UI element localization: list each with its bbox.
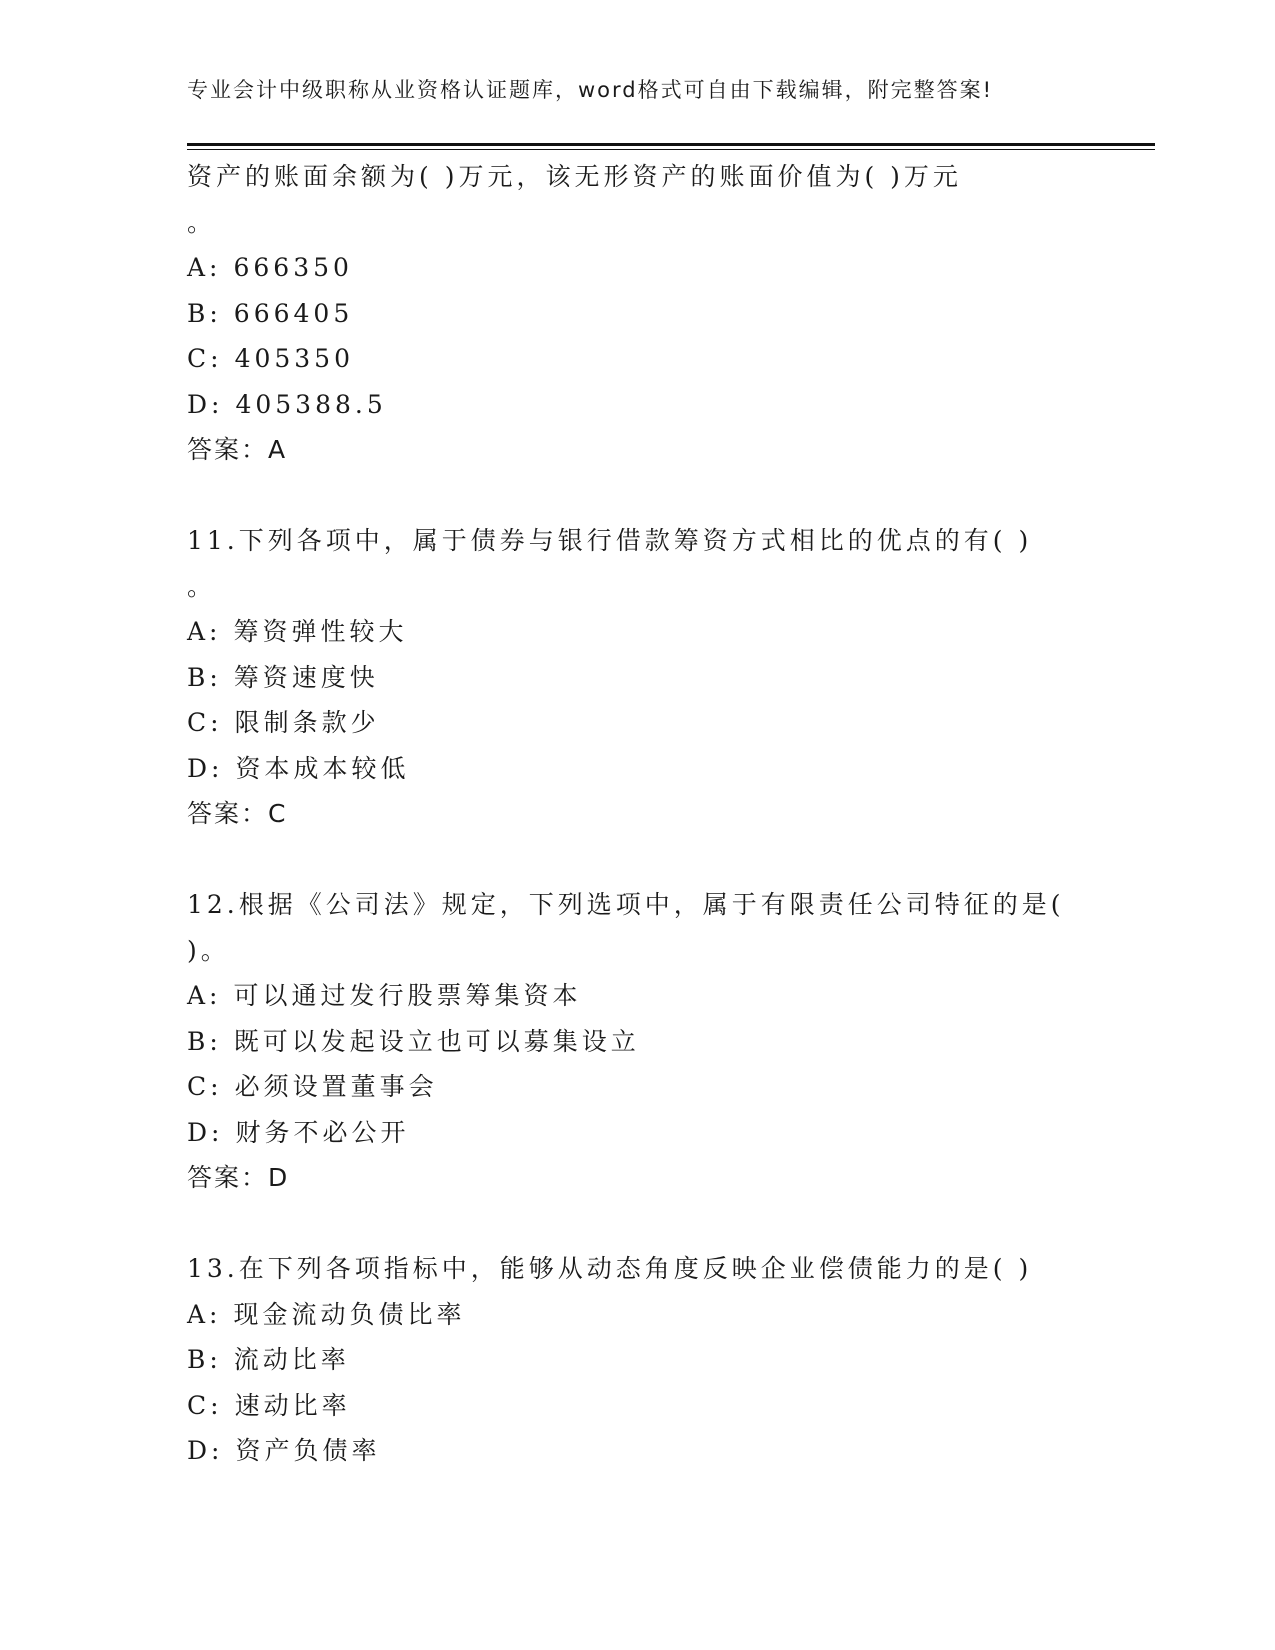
option-text: 筹资弹性较大 [233, 617, 408, 646]
option-text: 405350 [234, 344, 354, 373]
option-a [187, 973, 1155, 1019]
option-d [187, 746, 1155, 792]
option-c [187, 1064, 1155, 1110]
spacer [187, 837, 1155, 883]
option-text: 筹资速度快 [233, 662, 379, 692]
option-text: 666350 [233, 253, 353, 282]
option-text: 必须设置董事会 [234, 1072, 438, 1101]
option-text: 限制条款少 [234, 708, 380, 737]
option-key: A: [187, 1299, 222, 1329]
option-text: 财务不必公开 [235, 1117, 410, 1147]
option-c [187, 336, 1155, 382]
spacer [187, 473, 1155, 519]
option-text: 既可以发起设立也可以募集设立 [233, 1026, 640, 1056]
option-d [187, 1428, 1155, 1474]
option-c [187, 1383, 1155, 1429]
option-text: 现金流动负债比率 [233, 1299, 466, 1329]
option-text: 流动比率 [233, 1345, 350, 1374]
option-text: 速动比率 [234, 1390, 351, 1420]
option-b [187, 1337, 1155, 1383]
option-key: D: [187, 389, 224, 419]
option-key: C: [187, 708, 223, 737]
option-key: A: [187, 981, 222, 1010]
option-key: B: [187, 1345, 222, 1374]
option-key: D: [187, 1117, 224, 1147]
answer-line: 答案：C [187, 799, 288, 828]
question-13 [187, 1246, 1155, 1474]
header-rule-thin [187, 149, 1155, 150]
option-text: 资产负债率 [235, 1436, 381, 1465]
spacer [187, 1201, 1155, 1247]
option-key: B: [187, 1026, 222, 1056]
option-text: 666405 [233, 298, 354, 328]
question-list [187, 154, 1155, 1474]
option-key: C: [187, 1072, 223, 1101]
option-text: 资本成本较低 [235, 753, 410, 783]
question-text-line: 13.在下列各项指标中，能够从动态角度反映企业偿债能力的是( ) [187, 1254, 1033, 1283]
option-key: C: [187, 1390, 223, 1420]
question-text-line: )。 [187, 935, 230, 965]
page-header: 专业会计中级职称从业资格认证题库，word格式可自由下载编辑，附完整答案! [187, 78, 994, 102]
option-key: B: [187, 662, 222, 692]
option-b [187, 655, 1155, 701]
option-key: C: [187, 344, 223, 373]
question-text-line: 11.下列各项中，属于债券与银行借款筹资方式相比的优点的有( ) [187, 526, 1033, 555]
question-text-line: 资产的账面余额为( )万元，该无形资产的账面价值为( )万元 [187, 162, 962, 191]
question-text-line: 。 [187, 207, 217, 237]
option-c [187, 700, 1155, 746]
question-text-line: 。 [187, 571, 217, 601]
option-key: B: [187, 298, 222, 328]
option-key: A: [187, 617, 222, 646]
answer-line: 答案：D [187, 1163, 290, 1192]
option-key: A: [187, 253, 222, 282]
question-12 [187, 882, 1155, 1201]
question-prev [187, 154, 1155, 473]
option-key: D: [187, 753, 224, 783]
option-text: 405388.5 [235, 389, 387, 419]
option-key: D: [187, 1436, 224, 1465]
option-a [187, 609, 1155, 655]
option-a [187, 245, 1155, 291]
option-b [187, 291, 1155, 337]
option-a [187, 1292, 1155, 1338]
option-text: 可以通过发行股票筹集资本 [233, 981, 582, 1010]
question-11 [187, 518, 1155, 837]
option-d [187, 382, 1155, 428]
option-b [187, 1019, 1155, 1065]
answer-line: 答案：A [187, 435, 288, 464]
option-d [187, 1110, 1155, 1156]
question-text-line: 12.根据《公司法》规定，下列选项中，属于有限责任公司特征的是( [187, 890, 1065, 919]
header-rule-thick [187, 143, 1155, 146]
